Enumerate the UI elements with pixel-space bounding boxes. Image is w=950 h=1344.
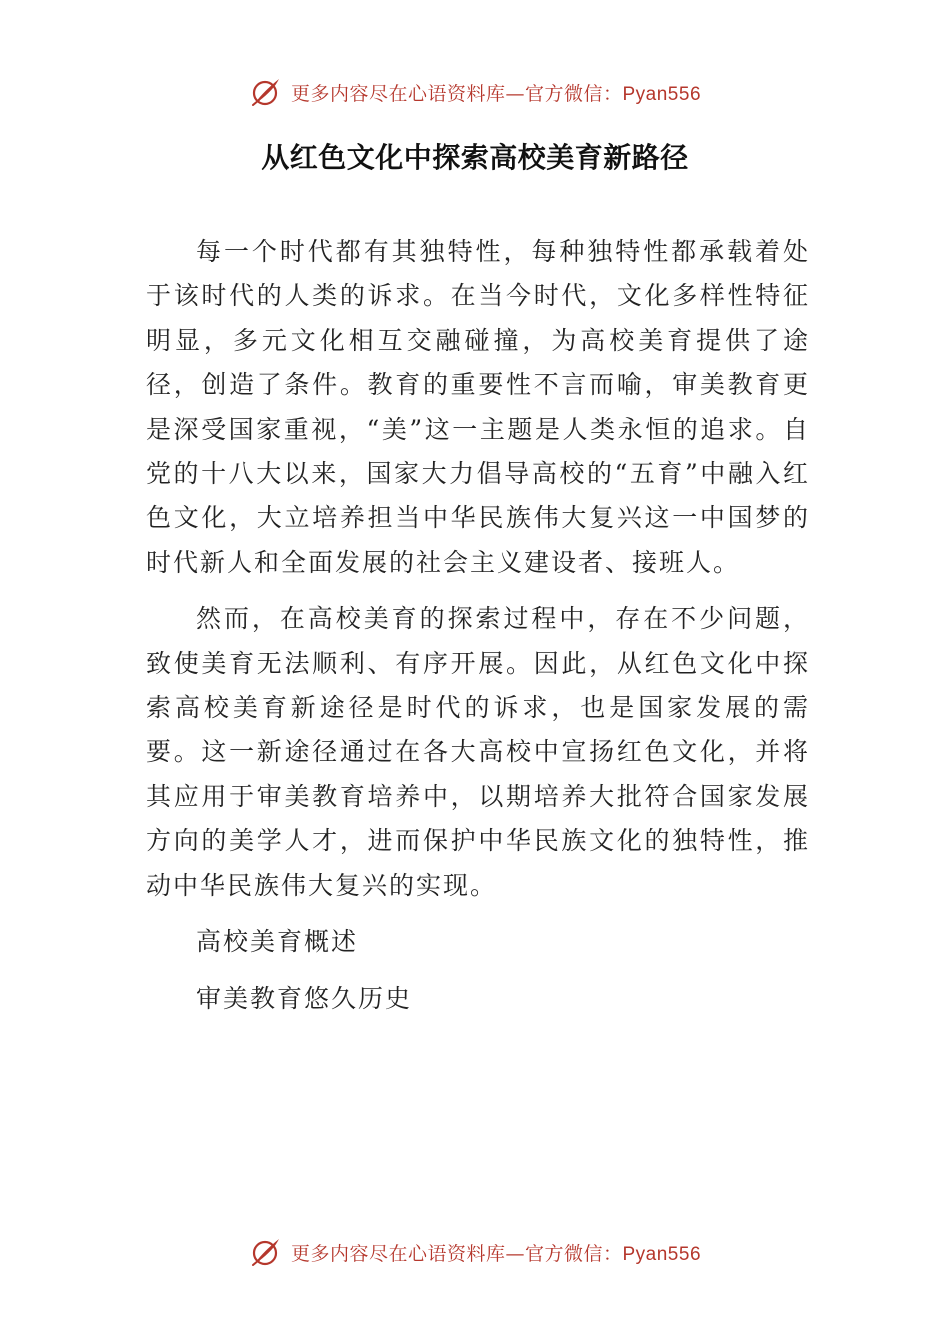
wechat-account: Pyan556: [622, 83, 702, 105]
quill-logo-icon: [249, 1235, 283, 1269]
document-title: 从红色文化中探索高校美育新路径: [261, 141, 689, 174]
banner-text: 更多内容尽在心语资料库—官方微信：Pyan556: [290, 82, 702, 105]
header-banner: [0, 72, 950, 112]
subsection-heading: 审美教育悠久历史: [196, 983, 413, 1013]
paragraph: 然而，在高校美育的探索过程中，存在不少问题，致使美育无法顺利、有序开展。因此，从红色文化中探索高校美育新途径是时代的诉求，也是国家发展的需要。这一新途径通过在各大高校中宣扬红色文化，并将其应用于审美教育培养中，以期培养大批符合国家发展方向的美学人才，进而保护中华民族文化的独特性，推动中华民族伟大复兴的实现。: [146, 604, 810, 900]
footer-banner: [0, 1232, 950, 1272]
wechat-account: Pyan556: [622, 1243, 702, 1265]
document-body: [146, 230, 810, 1033]
quill-logo-icon: [249, 75, 283, 109]
paragraph: 每一个时代都有其独特性，每种独特性都承载着处于该时代的人类的诉求。在当今时代，文化多样性特征明显，多元文化相互交融碰撞，为高校美育提供了途径，创造了条件。教育的重要性不言而喻，审美教育更是深受国家重视，“美”这一主题是人类永恒的追求。自党的十八大以来，国家大力倡导高校的“五育”中融入红色文化，大立培养担当中华民族伟大复兴这一中国梦的时代新人和全面发展的社会主义建设者、接班人。: [146, 237, 810, 577]
section-heading: 高校美育概述: [196, 927, 359, 957]
banner-text: 更多内容尽在心语资料库—官方微信：Pyan556: [290, 1242, 702, 1265]
